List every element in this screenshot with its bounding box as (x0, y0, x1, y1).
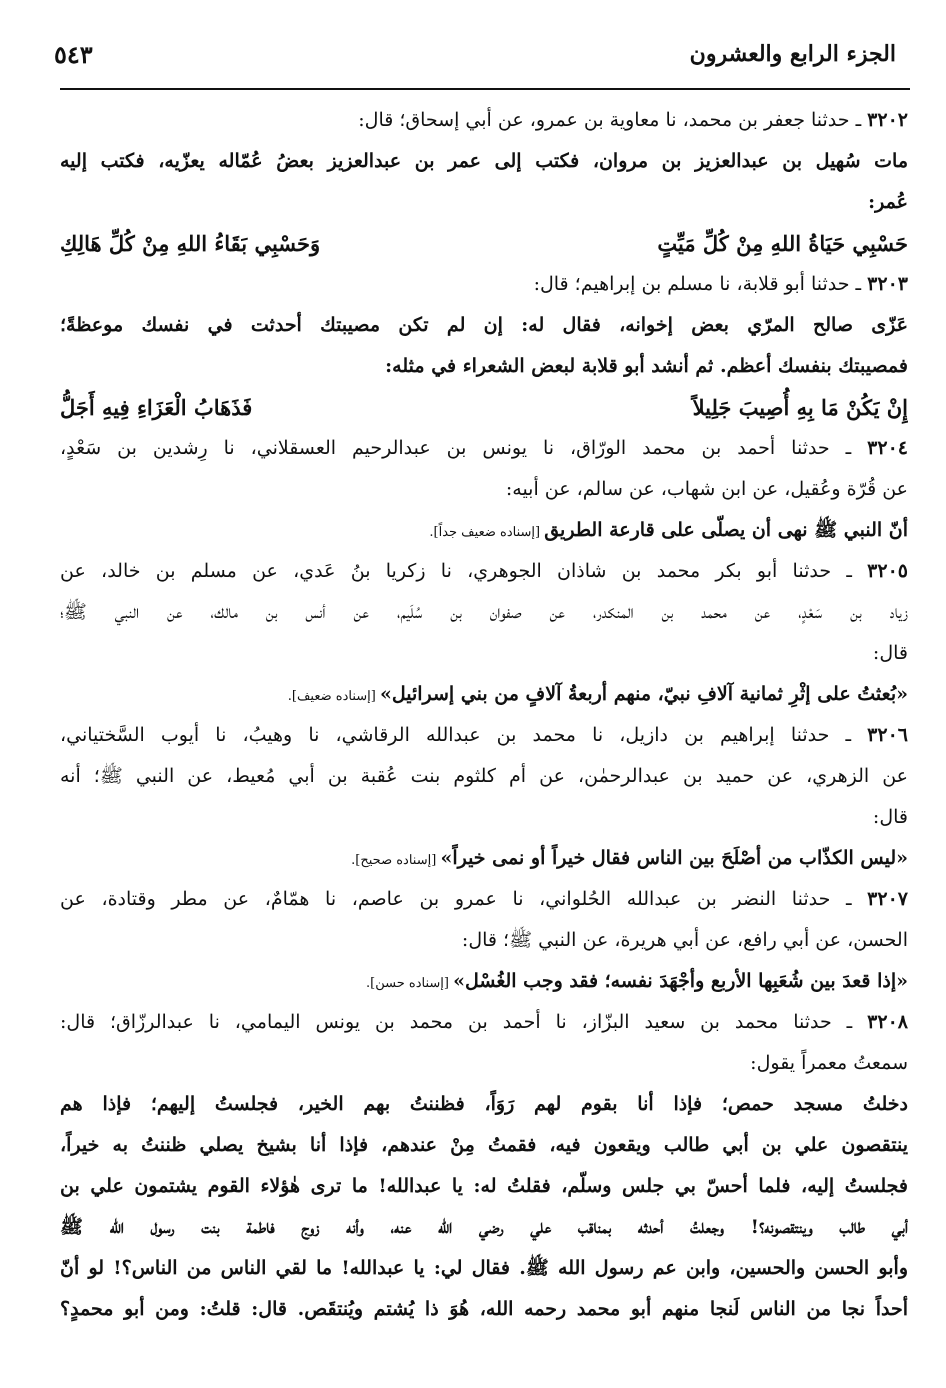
text-line (60, 1166, 908, 1207)
text-line (60, 674, 908, 715)
line-text: دخلتُ مسجد حمص؛ فإذا أنا بقوم لهم رَوَاً، فظننتُ بهم الخير، فجلستُ إليهم؛ فإذا هم (60, 1093, 908, 1115)
hadith-number: ٣٢٠٥ (867, 560, 908, 582)
line-text: ـ حدثنا أبو بكر محمد بن شاذان الجوهري، نا زكريا بنُ عَدي، عن مسلم بن خالد، عن (60, 560, 868, 582)
line-text: سمعتُ معمراً يقول: (750, 1052, 908, 1074)
hadith-isnad-line (60, 551, 908, 592)
text-line (60, 592, 908, 633)
line-text: عُمر: (868, 191, 908, 213)
hadith-number: ٣٢٠٣ (867, 273, 908, 295)
verse-first-hemistich: إِنْ يَكُنْ مَا بِهِ أُصِيبَ جَلِيلاً (692, 395, 908, 420)
line-text: مات سُهيل بن عبدالعزيز بن مروان، فكتب إلى عمر بن عبدالعزيز بعضُ عُمّاله يعزّيه، فكتب إليه (60, 150, 908, 172)
line-text: قال: (872, 642, 908, 664)
page-body (60, 100, 908, 1330)
page-number: ٥٤٣ (54, 39, 93, 69)
verse-first-hemistich: حَسْبِي حَيَاةُ اللهِ مِنْ كُلِّ مَيِّتٍ (657, 231, 908, 256)
line-text: فجلستُ إليه، فلما أحسّ بي جلس وسلّم، فقلتُ له: يا عبدالله! ما ترى هٰؤلاء القوم يشتمون علي بن (60, 1175, 908, 1197)
line-text: عن الزهري، عن حميد بن عبدالرحمٰن، عن أم كلثوم بنت عُقبة بن أبي مُعيط، عن النبي ﷺ؛ أنه (60, 765, 908, 787)
line-text: ـ حدثنا محمد بن سعيد البزّاز، نا أحمد بن محمد بن يونس اليمامي، نا عبدالرزّاق؛ قال: (60, 1011, 868, 1033)
hadith-isnad-line (60, 715, 908, 756)
text-line (60, 920, 908, 961)
hadith-number: ٣٢٠٤ (867, 437, 908, 459)
hadith-isnad-line (60, 100, 908, 141)
line-text: ـ حدثنا إبراهيم بن دازيل، نا محمد بن عبدالله الرقاشي، نا وهيبُ، نا أيوب السَّختياني، (60, 724, 868, 746)
text-line (60, 756, 908, 797)
verse-second-hemistich: وَحَسْبِي بَقَاءُ اللهِ مِنْ كُلِّ هَالِكِ (60, 231, 321, 256)
text-line (60, 141, 908, 182)
poem-verse (60, 387, 908, 428)
line-text: أبي طالب وينتقصونه؟! وجعلتُ أحدثه بمناقب علي رضي الله عنه، وأنه زوج فاطمة بنت رسول الله ﷺ (60, 1216, 908, 1238)
text-line (60, 305, 908, 346)
text-line (60, 510, 908, 551)
line-text: الحسن، عن أبي رافع، عن أبي هريرة، عن النبي ﷺ؛ قال: (461, 929, 908, 951)
isnad-grade: [إسناده ضعيف جداً]. (429, 525, 545, 540)
line-text: قال: (872, 806, 908, 828)
text-line (60, 1125, 908, 1166)
text-line (60, 1289, 908, 1330)
line-text: «إذا قعدَ بين شُعَبِها الأربع وأجْهَدَ نفسه؛ فقد وجب الغُسْل» (453, 970, 908, 992)
line-text: ـ حدثنا أبو قلابة، نا مسلم بن إبراهيم؛ قال: (533, 273, 868, 295)
hadith-number: ٣٢٠٧ (867, 888, 908, 910)
text-line (60, 1084, 908, 1125)
isnad-grade: [إسناده صحيح]. (351, 853, 441, 868)
text-line (60, 469, 908, 510)
hadith-isnad-line (60, 428, 908, 469)
line-text: وأبو الحسن والحسين، وابن عم رسول الله ﷺ. فقال لي: يا عبدالله! ما لقي الناس من الناس؟! لو أنّ (60, 1257, 908, 1279)
isnad-grade: [إسناده حسن]. (366, 976, 454, 991)
line-text: فمصيبتك بنفسك أعظم. ثم أنشد أبو قلابة لبعض الشعراء في مثله: (385, 355, 908, 377)
hadith-number: ٣٢٠٢ (867, 109, 908, 131)
running-title: الجزء الرابع والعشرون (689, 41, 896, 67)
text-line (60, 838, 908, 879)
hadith-isnad-line (60, 264, 908, 305)
line-text: ـ حدثنا جعفر بن محمد، نا معاوية بن عمرو، عن أبي إسحاق؛ قال: (358, 109, 868, 131)
hadith-isnad-line (60, 879, 908, 920)
hadith-isnad-line (60, 1002, 908, 1043)
line-text: زياد بن سَعْدٍ، عن محمد بن المنكدر، عن صفوان بن سُلَيم، عن أنس بن مالك، عن النبي ﷺ؛ (60, 601, 908, 623)
line-text: أحداً نجا من الناس لَنجا منهم أبو محمد رحمه الله، هُوَ ذا يُشتم ويُنتقَص. قال: قلتُ: ومن أبو محمدٍ؟ (60, 1298, 908, 1320)
text-line (60, 633, 908, 674)
page-header (54, 34, 896, 74)
line-text: عن قُرّة وعُقيل، عن ابن شهاب، عن سالم، عن أبيه: (505, 478, 908, 500)
line-text: أنّ النبي ﷺ نهى أن يصلّى على قارعة الطريق (544, 519, 908, 541)
line-text: «ليس الكذّاب من أصْلَحَ بين الناس فقال خيراً أو نمى خيراً» (440, 847, 908, 869)
hadith-number: ٣٢٠٨ (867, 1011, 908, 1033)
line-text: ـ حدثنا أحمد بن محمد الورّاق، نا يونس بن عبدالرحيم العسقلاني، نا رِشدين بن سَعْدٍ، (60, 437, 868, 459)
text-line (60, 182, 908, 223)
text-line (60, 1248, 908, 1289)
header-rule (60, 88, 910, 90)
poem-verse (60, 223, 908, 264)
verse-second-hemistich: فَذَهَابُ الْعَزَاءِ فِيهِ أَجَلُّ (60, 395, 253, 420)
hadith-number: ٣٢٠٦ (867, 724, 908, 746)
text-line (60, 797, 908, 838)
text-line (60, 1207, 908, 1248)
text-line (60, 961, 908, 1002)
line-text: «بُعثتُ على إثْرِ ثمانية آلافِ نبيّ، منهم أربعةُ آلافٍ من بني إسرائيل» (379, 683, 908, 705)
line-text: عَزّى صالح المرّي بعض إخوانه، فقال له: إن لم تكن مصيبتك أحدثت في نفسك موعظةً؛ (60, 314, 908, 336)
text-line (60, 1043, 908, 1084)
line-text: ينتقصون علي بن أبي طالب ويقعون فيه، فقمتُ مِنْ عندهم، فإذا أنا بشيخ يصلي ظننتُ به خيراً، (60, 1134, 908, 1156)
line-text: ـ حدثنا النضر بن عبدالله الحُلواني، نا عمرو بن عاصم، نا همّامٌ، عن مطر وقتادة، عن (60, 888, 868, 910)
isnad-grade: [إسناده ضعيف]. (287, 689, 380, 704)
text-line (60, 346, 908, 387)
